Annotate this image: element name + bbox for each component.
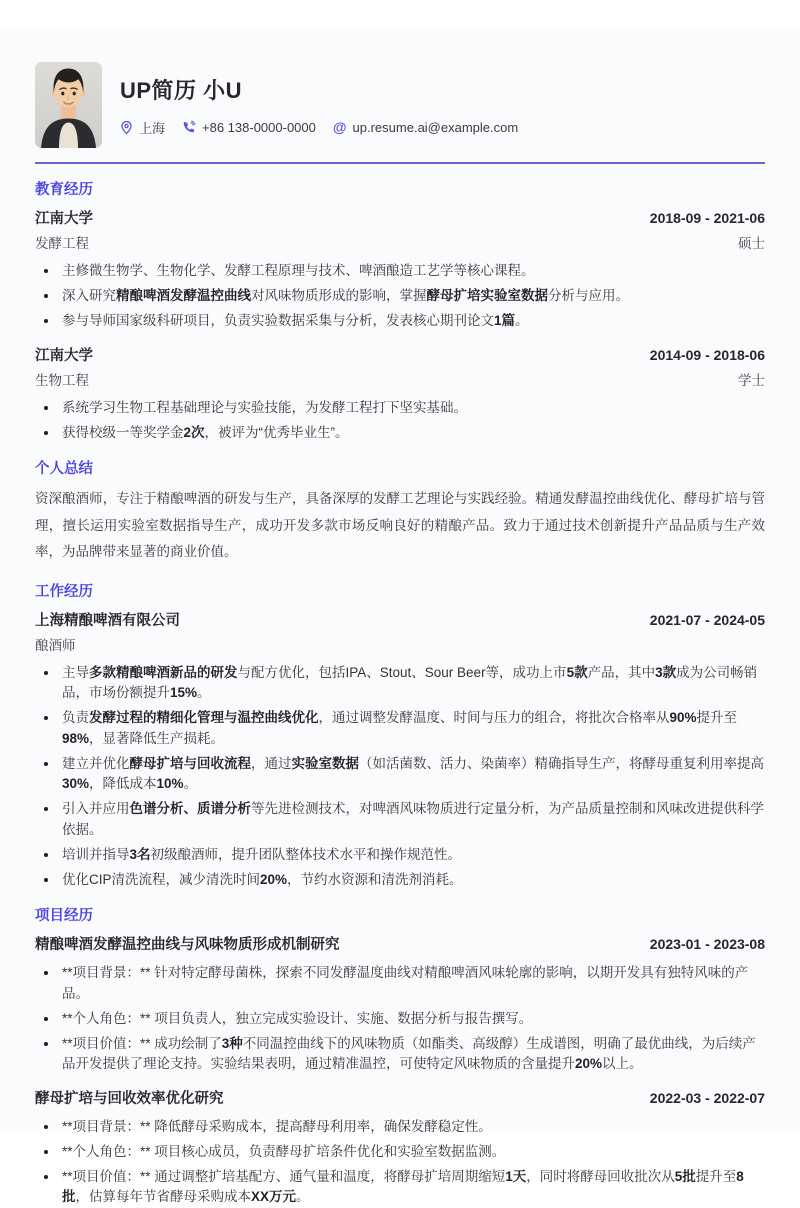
education-entries (35, 207, 765, 443)
text-segment: 培训并指导 (62, 846, 130, 862)
text-segment: 参与导师国家级科研项目，负责实验数据采集与分析，发表核心期刊论文 (62, 313, 494, 329)
text-segment: 主导 (62, 664, 89, 680)
text-segment: 。 (197, 685, 211, 701)
entry-date: 2022-03 - 2022-07 (649, 1089, 765, 1106)
text-segment: XX万元 (251, 1189, 297, 1205)
entry-title: 酵母扩培与回收效率优化研究 (35, 1090, 224, 1107)
section-title-projects: 项目经历 (35, 908, 93, 925)
entry-date: 2021-07 - 2024-05 (649, 611, 765, 628)
text-segment: 1天 (505, 1169, 527, 1185)
section-education (35, 181, 765, 443)
entry-degree: 硕士 (738, 235, 765, 251)
section-title-work: 工作经历 (35, 584, 93, 601)
text-segment: ，显著降低生产损耗。 (89, 730, 225, 746)
entry (35, 933, 765, 1074)
text-segment: 与配方优化，包括IPA、Stout、Sour Beer等，成功上市 (237, 664, 567, 680)
text-segment: 深入研究 (62, 288, 116, 304)
bullet-item (35, 1142, 765, 1162)
entry-subtitle: 发酵工程 (35, 235, 89, 251)
work-entries (35, 609, 765, 891)
email-text: up.resume.ai@example.com (352, 119, 519, 135)
text-segment: 。 (296, 1189, 310, 1205)
entry-title: 江南大学 (35, 347, 93, 364)
bullet-item (35, 261, 765, 281)
summary-text: 资深酿酒师，专注于精酿啤酒的研发与生产，具备深厚的发酵工艺理论与实践经验。精通发酵温控曲线优化、酵母扩培与管理，擅长运用实验室数据指导生产，成功开发多款市场反响良好的精酿产品。致力于通过技术创新提升产品品质与生产效率，为品牌带来显著的商业价值。 (35, 490, 765, 560)
email-item (333, 120, 518, 135)
entry-header-row (35, 1087, 765, 1108)
section-projects (35, 907, 765, 1207)
text-segment: 建立并优化 (62, 755, 130, 771)
contact-row (120, 118, 765, 137)
entry (35, 1087, 765, 1208)
bullet-item (35, 286, 765, 306)
text-segment: 5款 (566, 664, 588, 680)
text-segment: **项目价值：** 成功绘制了 (62, 1036, 222, 1052)
header-divider (35, 162, 765, 164)
text-segment: （如活菌数、活力、染菌率）精确指导生产，将酵母重复利用率提高 (359, 755, 764, 771)
entry-sub-row (35, 369, 765, 389)
text-segment: 3款 (655, 664, 677, 680)
entry-sub-row (35, 232, 765, 252)
text-segment: 3名 (129, 846, 151, 862)
phone-text: +86 138-0000-0000 (202, 119, 316, 135)
entry-subtitle: 生物工程 (35, 372, 89, 388)
resume-page (0, 28, 800, 1205)
bullet-item (35, 799, 765, 840)
entry-sub-row (35, 634, 765, 654)
text-segment: 主修微生物学、生物化学、发酵工程原理与技术、啤酒酿造工艺学等核心课程。 (62, 262, 535, 278)
text-segment: 30% (62, 776, 90, 792)
text-segment: 。 (515, 313, 529, 329)
bullet-item (35, 754, 765, 795)
bullet-item (35, 963, 765, 1004)
text-segment: **项目背景：** 降低酵母采购成本，提高酵母利用率，确保发酵稳定性。 (62, 1118, 492, 1134)
text-segment: 对风味物质形成的影响，掌握 (251, 288, 427, 304)
entry-title: 上海精酿啤酒有限公司 (35, 612, 180, 629)
entry-degree: 学士 (738, 372, 765, 388)
text-segment: ，同时将酵母回收批次从 (526, 1169, 675, 1185)
text-segment: ，通过 (251, 755, 292, 771)
text-segment: 多款精酿啤酒新品的研发 (89, 664, 238, 680)
text-segment: 获得校级一等奖学金 (62, 424, 184, 440)
bullet-item (35, 398, 765, 418)
text-segment: ，通过调整发酵温度、时间与压力的组合，将批次合格率从 (318, 710, 670, 726)
bullet-list (35, 663, 765, 891)
text-segment: **项目背景：** 针对特定酵母菌株，探索不同发酵温度曲线对精酿啤酒风味轮廓的影响，以期开发具有独特风味的产品。 (62, 965, 749, 1001)
text-segment: 精酿啤酒发酵温控曲线 (116, 288, 251, 304)
section-work (35, 583, 765, 890)
bullet-list (35, 963, 765, 1074)
entry-header-row (35, 344, 765, 365)
entry (35, 609, 765, 891)
text-segment: **个人角色：** 项目负责人，独立完成实验设计、实施、数据分析与报告撰写。 (62, 1010, 533, 1026)
text-segment: 8批 (62, 1169, 744, 1205)
section-title-summary: 个人总结 (35, 461, 93, 478)
text-segment: 分析与应用。 (548, 288, 629, 304)
text-segment: 不同温控曲线下的风味物质（如酯类、高级醇）生成谱图，明确了最优曲线，为后续产品开发提供了理论支持。实验结果表明，通过精准温控，可使特定风味物质的含量提升 (62, 1036, 756, 1072)
text-segment: ，节约水资源和清洗剂消耗。 (287, 872, 463, 888)
bullet-item (35, 1009, 765, 1029)
phone-item (182, 120, 316, 135)
text-segment: **项目价值：** 通过调整扩培基配方、通气量和温度，将酵母扩培周期缩短 (62, 1169, 506, 1185)
profile-photo (35, 62, 102, 148)
text-segment: **个人角色：** 项目核心成员，负责酵母扩培条件优化和实验室数据监测。 (62, 1143, 506, 1159)
bullet-item (35, 311, 765, 331)
entry-title: 精酿啤酒发酵温控曲线与风味物质形成机制研究 (35, 937, 340, 954)
bullet-list (35, 261, 765, 332)
entry-date: 2014-09 - 2018-06 (649, 346, 765, 363)
text-segment: 20% (260, 872, 288, 888)
bullet-item (35, 663, 765, 704)
bullet-item (35, 1117, 765, 1137)
bullet-item (35, 423, 765, 443)
entry (35, 344, 765, 444)
text-segment: 初级酿酒师，提升团队整体技术水平和操作规范性。 (150, 846, 462, 862)
text-segment: 5批 (674, 1169, 696, 1185)
entry-header-row (35, 207, 765, 228)
location-item (120, 118, 165, 137)
text-segment: 负责 (62, 710, 89, 726)
entry-title: 江南大学 (35, 210, 93, 227)
text-segment: 优化CIP清洗流程，减少清洗时间 (62, 872, 261, 888)
text-segment: 实验室数据 (291, 755, 359, 771)
text-segment: 成为公司畅销品，市场份额提升 (62, 664, 758, 701)
profile-photo-illustration (35, 62, 102, 148)
entry-header-row (35, 933, 765, 954)
entry-date: 2018-09 - 2021-06 (649, 209, 765, 226)
header-info (120, 74, 765, 137)
phone-icon (182, 120, 196, 134)
section-title-education: 教育经历 (35, 182, 93, 198)
candidate-name: UP简历 小U (120, 77, 243, 103)
text-segment: 。 (183, 776, 198, 792)
text-segment: 90% (669, 710, 697, 726)
project-entries (35, 933, 765, 1207)
bullet-item (35, 845, 765, 865)
text-segment: ，估算每年节省酵母采购成本 (75, 1189, 251, 1205)
entry-header-row (35, 609, 765, 630)
text-segment: 等先进检测技术，对啤酒风味物质进行定量分析，为产品质量控制和风味改进提供科学依据。 (62, 801, 764, 837)
text-segment: 提升至 (695, 1169, 737, 1185)
text-segment: 提升至 (696, 710, 738, 726)
text-segment: 20% (575, 1056, 603, 1072)
location-text: 上海 (139, 120, 166, 136)
location-pin-icon (120, 120, 133, 135)
entry-date: 2023-01 - 2023-08 (649, 936, 765, 953)
entry (35, 207, 765, 332)
bullet-list (35, 398, 765, 444)
text-segment: 98% (62, 730, 90, 746)
section-summary (35, 460, 765, 566)
text-segment: ，被评为“优秀毕业生”。 (204, 424, 349, 440)
bullet-item (35, 708, 765, 749)
text-segment: 1篇 (494, 313, 516, 329)
text-segment: 引入并应用 (62, 801, 130, 817)
text-segment: 酵母扩培与回收流程 (129, 755, 251, 771)
bullet-item (35, 1167, 765, 1208)
text-segment: 发酵过程的精细化管理与温控曲线优化 (89, 710, 319, 726)
text-segment: 产品，其中 (587, 664, 656, 680)
email-icon: @ (332, 119, 347, 135)
text-segment: 酵母扩培实验室数据 (426, 288, 548, 304)
text-segment: 以上。 (602, 1056, 643, 1072)
bullet-item (35, 1034, 765, 1075)
text-segment: ，降低成本 (89, 776, 157, 792)
entry-subtitle: 酿酒师 (35, 637, 76, 653)
text-segment: 色谱分析、质谱分析 (129, 801, 251, 817)
resume-header (35, 62, 765, 148)
text-segment: 2次 (183, 424, 205, 440)
text-segment: 10% (156, 776, 184, 792)
bullet-list (35, 1117, 765, 1208)
text-segment: 15% (170, 685, 198, 701)
text-segment: 3种 (221, 1036, 243, 1052)
bullet-item (35, 870, 765, 890)
text-segment: 系统学习生物工程基础理论与实验技能，为发酵工程打下坚实基础。 (62, 399, 467, 415)
